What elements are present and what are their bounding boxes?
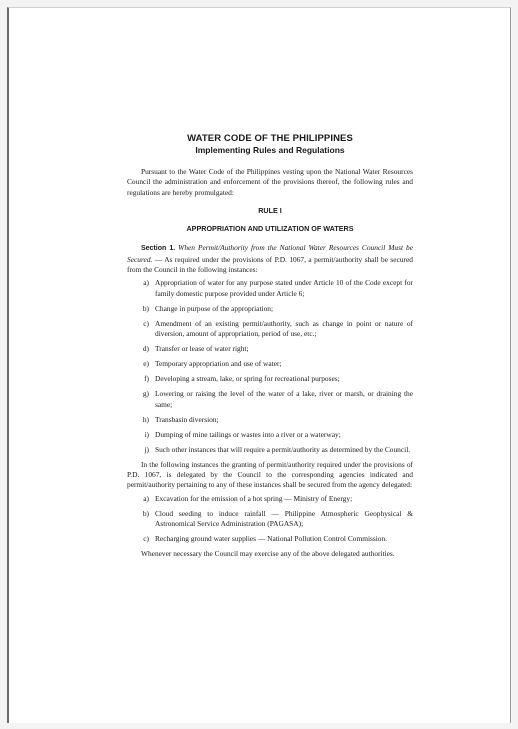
list-item-marker: j) xyxy=(144,444,149,454)
list-item xyxy=(127,389,413,410)
list-item-text: Transbasin diversion; xyxy=(155,414,219,424)
list-item-text: Temporary appropriation and use of water; xyxy=(155,359,282,369)
rule-heading: RULE I xyxy=(258,206,282,216)
list-item-text: Cloud seeding to induce rainfall — Philippine Atmospheric Geophysical & Astronomical Service Administration (PAGASA); xyxy=(155,508,413,529)
section-label: Section 1. xyxy=(141,245,176,253)
list-item xyxy=(127,430,413,440)
list-item-text: Such other instances that will require a permit/authority as determined by the Council. xyxy=(155,444,411,454)
list-item-marker: c) xyxy=(143,534,149,544)
list-item-marker: b) xyxy=(142,303,149,313)
section-title: When Permit/Authority from the National Water Resources Council Must be Secured. xyxy=(127,243,413,264)
list-item-text: Appropriation of water for any purpose stated under Article 10 of the Code except for family domestic purpose provided under Article 6; xyxy=(155,278,413,298)
list-item xyxy=(127,278,413,299)
list-item-marker: d) xyxy=(142,344,149,354)
document-title: WATER CODE OF THE PHILIPPINES xyxy=(187,133,353,144)
list-item-marker: a) xyxy=(143,278,149,288)
intro-paragraph: Pursuant to the Water Code of the Philippines vesting upon the National Water Resources Council the administration and enforcement of the provisions thereof, the following rules and regulations are hereby promulgated: xyxy=(127,167,413,197)
instances-list xyxy=(127,278,413,455)
section-body: — As required under the provisions of P.D. 1067, a permit/authority shall be secured from the Council in the following instances: xyxy=(127,254,413,275)
list-item-text: Transfer or lease of water right; xyxy=(155,344,249,354)
list-item-text: Change in purpose of the appropriation; xyxy=(155,303,274,313)
list-item-text: Amendment of an existing permit/authority, such as change in point or nature of diversion, amount of appropriation, period of use, etc.; xyxy=(155,318,413,339)
list-item-marker: g) xyxy=(142,389,149,399)
list-item-text: Lowering or raising the level of the water of a lake, river or marsh, or draining the same; xyxy=(155,389,413,409)
delegation-paragraph: In the following instances the granting of permit/authority required under the provisions of P.D. 1067, is delegated by the Council to the corresponding agencies indicated and permit/authority pertaining to any of these instances shall be secured from the agency delegated: xyxy=(127,459,413,490)
list-item xyxy=(127,344,413,354)
list-item-marker: a) xyxy=(143,493,149,503)
list-item-text: Developing a stream, lake, or spring for recreational purposes; xyxy=(155,374,340,384)
document-subtitle: Implementing Rules and Regulations xyxy=(195,144,345,155)
list-item xyxy=(127,509,413,530)
list-item xyxy=(127,359,413,369)
section-1-paragraph xyxy=(127,243,413,275)
delegated-list xyxy=(127,494,413,545)
list-item-marker: e) xyxy=(143,359,149,369)
list-item xyxy=(127,304,413,314)
list-item-marker: b) xyxy=(142,508,149,518)
list-item xyxy=(127,494,413,504)
list-item xyxy=(127,534,413,544)
list-item-marker: c) xyxy=(143,318,149,328)
list-item-marker: f) xyxy=(144,374,149,384)
document-page xyxy=(7,7,511,723)
list-item-marker: i) xyxy=(144,429,149,439)
list-item-marker: h) xyxy=(142,414,149,424)
list-item xyxy=(127,319,413,340)
section-heading: APPROPRIATION AND UTILIZATION OF WATERS xyxy=(186,224,354,234)
list-item-text: Recharging ground water supplies — National Pollution Control Commission. xyxy=(155,534,388,544)
list-item xyxy=(127,445,413,455)
list-item-text: Dumping of mine tailings or wastes into a river or a waterway; xyxy=(155,429,341,439)
list-item xyxy=(127,415,413,425)
closing-paragraph: Whenever necessary the Council may exercise any of the above delegated authorities. xyxy=(141,549,395,559)
list-item xyxy=(127,374,413,384)
list-item-text: Excavation for the emission of a hot spring — Ministry of Energy; xyxy=(155,493,353,503)
document-body xyxy=(127,133,413,560)
